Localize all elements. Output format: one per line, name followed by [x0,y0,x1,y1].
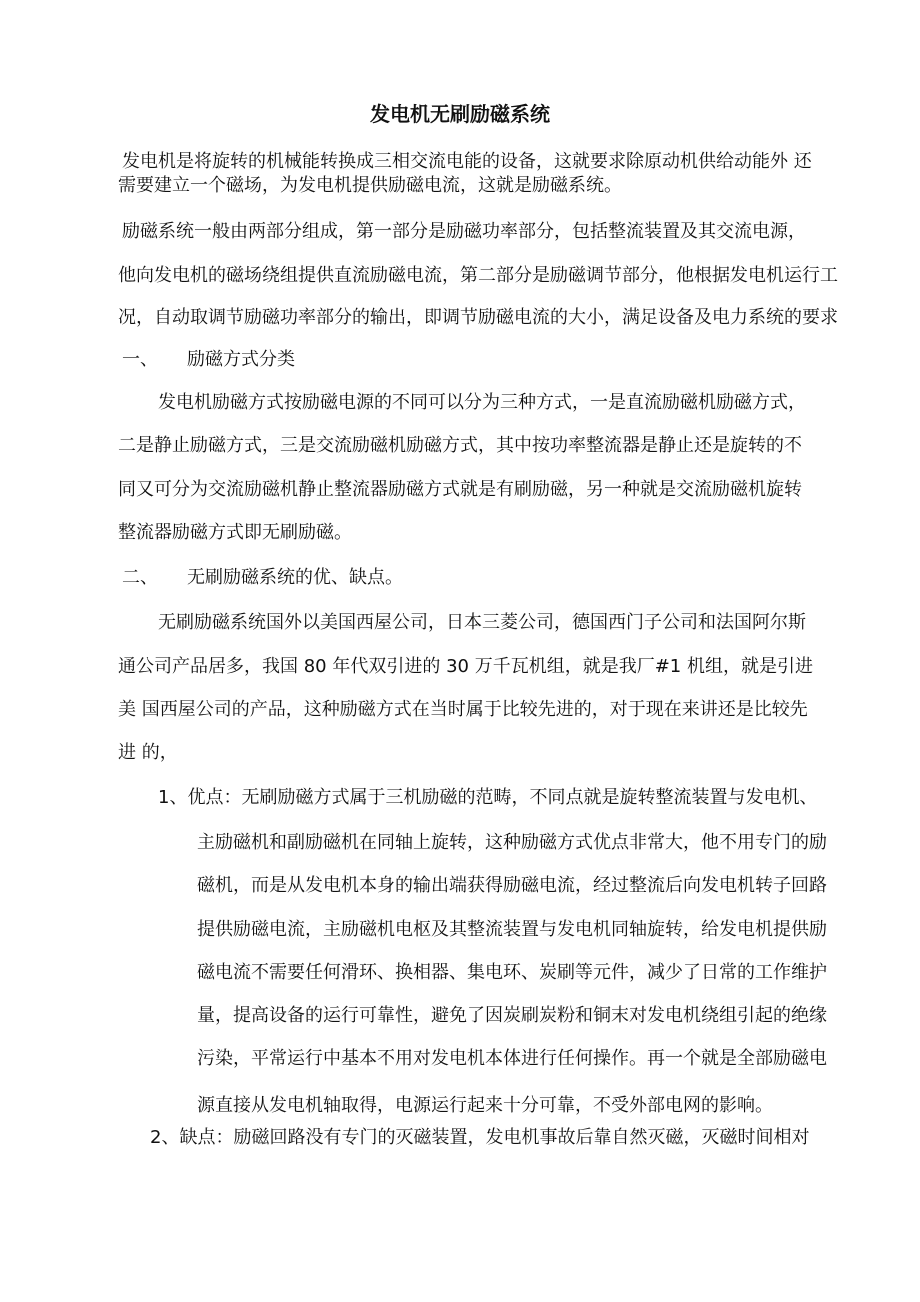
text-line: 他向发电机的磁场绕组提供直流励磁电流，第二部分是励磁调节部分，他根据发电机运行工 [118,265,838,286]
document-title: 发电机无刷励磁系统 [370,102,550,126]
section-number: 二、 [122,567,158,588]
text-line: 发电机励磁方式按励磁电源的不同可以分为三种方式，一是直流励磁机励磁方式， [158,392,806,413]
text-line: 1、优点：无刷励磁方式属于三机励磁的范畴，不同点就是旋转整流装置与发电机、 [158,787,818,808]
text-line: 磁机，而是从发电机本身的输出端获得励磁电流，经过整流后向发电机转子回路 [197,875,827,896]
section-heading: 无刷励磁系统的优、缺点。 [187,567,403,588]
text-line: 二是静止励磁方式，三是交流励磁机励磁方式，其中按功率整流器是静止还是旋转的不 [118,435,802,456]
text-line: 提供励磁电流，主励磁机电枢及其整流装置与发电机同轴旋转，给发电机提供励 [197,919,827,940]
text-line: 同又可分为交流励磁机静止整流器励磁方式就是有刷励磁，另一种就是交流励磁机旋转 [118,479,802,500]
text-line: 污染，平常运行中基本不用对发电机本体进行任何操作。再一个就是全部励磁电 [197,1048,827,1069]
text-line: 励磁系统一般由两部分组成，第一部分是励磁功率部分，包括整流装置及其交流电源， [122,221,806,242]
text-line: 2、缺点：励磁回路没有专门的灭磁装置，发电机事故后靠自然灭磁，灭磁时间相对 [150,1127,810,1148]
section-heading: 励磁方式分类 [187,349,295,370]
section-number: 一、 [122,349,158,370]
text-line: 主励磁机和副励磁机在同轴上旋转，这种励磁方式优点非常大，他不用专门的励 [197,832,827,853]
text-line: 美 国西屋公司的产品，这种励磁方式在当时属于比较先进的，对于现在来讲还是比较先 [118,699,808,720]
text-line: 需要建立一个磁场，为发电机提供励磁电流，这就是励磁系统。 [118,175,622,196]
text-line: 进 的， [118,742,178,763]
text-line: 磁电流不需要任何滑环、换相器、集电环、炭刷等元件，减少了日常的工作维护 [197,962,827,983]
text-line: 量，提高设备的运行可靠性，避免了因炭刷炭粉和铜末对发电机绕组引起的绝缘 [197,1005,827,1026]
text-line: 发电机是将旋转的机械能转换成三相交流电能的设备，这就要求除原动机供给动能外 还 [122,151,812,172]
text-line: 况，自动取调节励磁功率部分的输出，即调节励磁电流的大小，满足设备及电力系统的要求 [118,307,838,328]
text-line: 整流器励磁方式即无刷励磁。 [118,522,352,543]
text-line: 源直接从发电机轴取得，电源运行起来十分可靠，不受外部电网的影响。 [197,1095,773,1116]
text-line: 无刷励磁系统国外以美国西屋公司，日本三菱公司，德国西门子公司和法国阿尔斯 [158,612,806,633]
text-line: 通公司产品居多，我国 80 年代双引进的 30 万千瓦机组，就是我厂#1 机组，就是引进 [118,656,813,677]
